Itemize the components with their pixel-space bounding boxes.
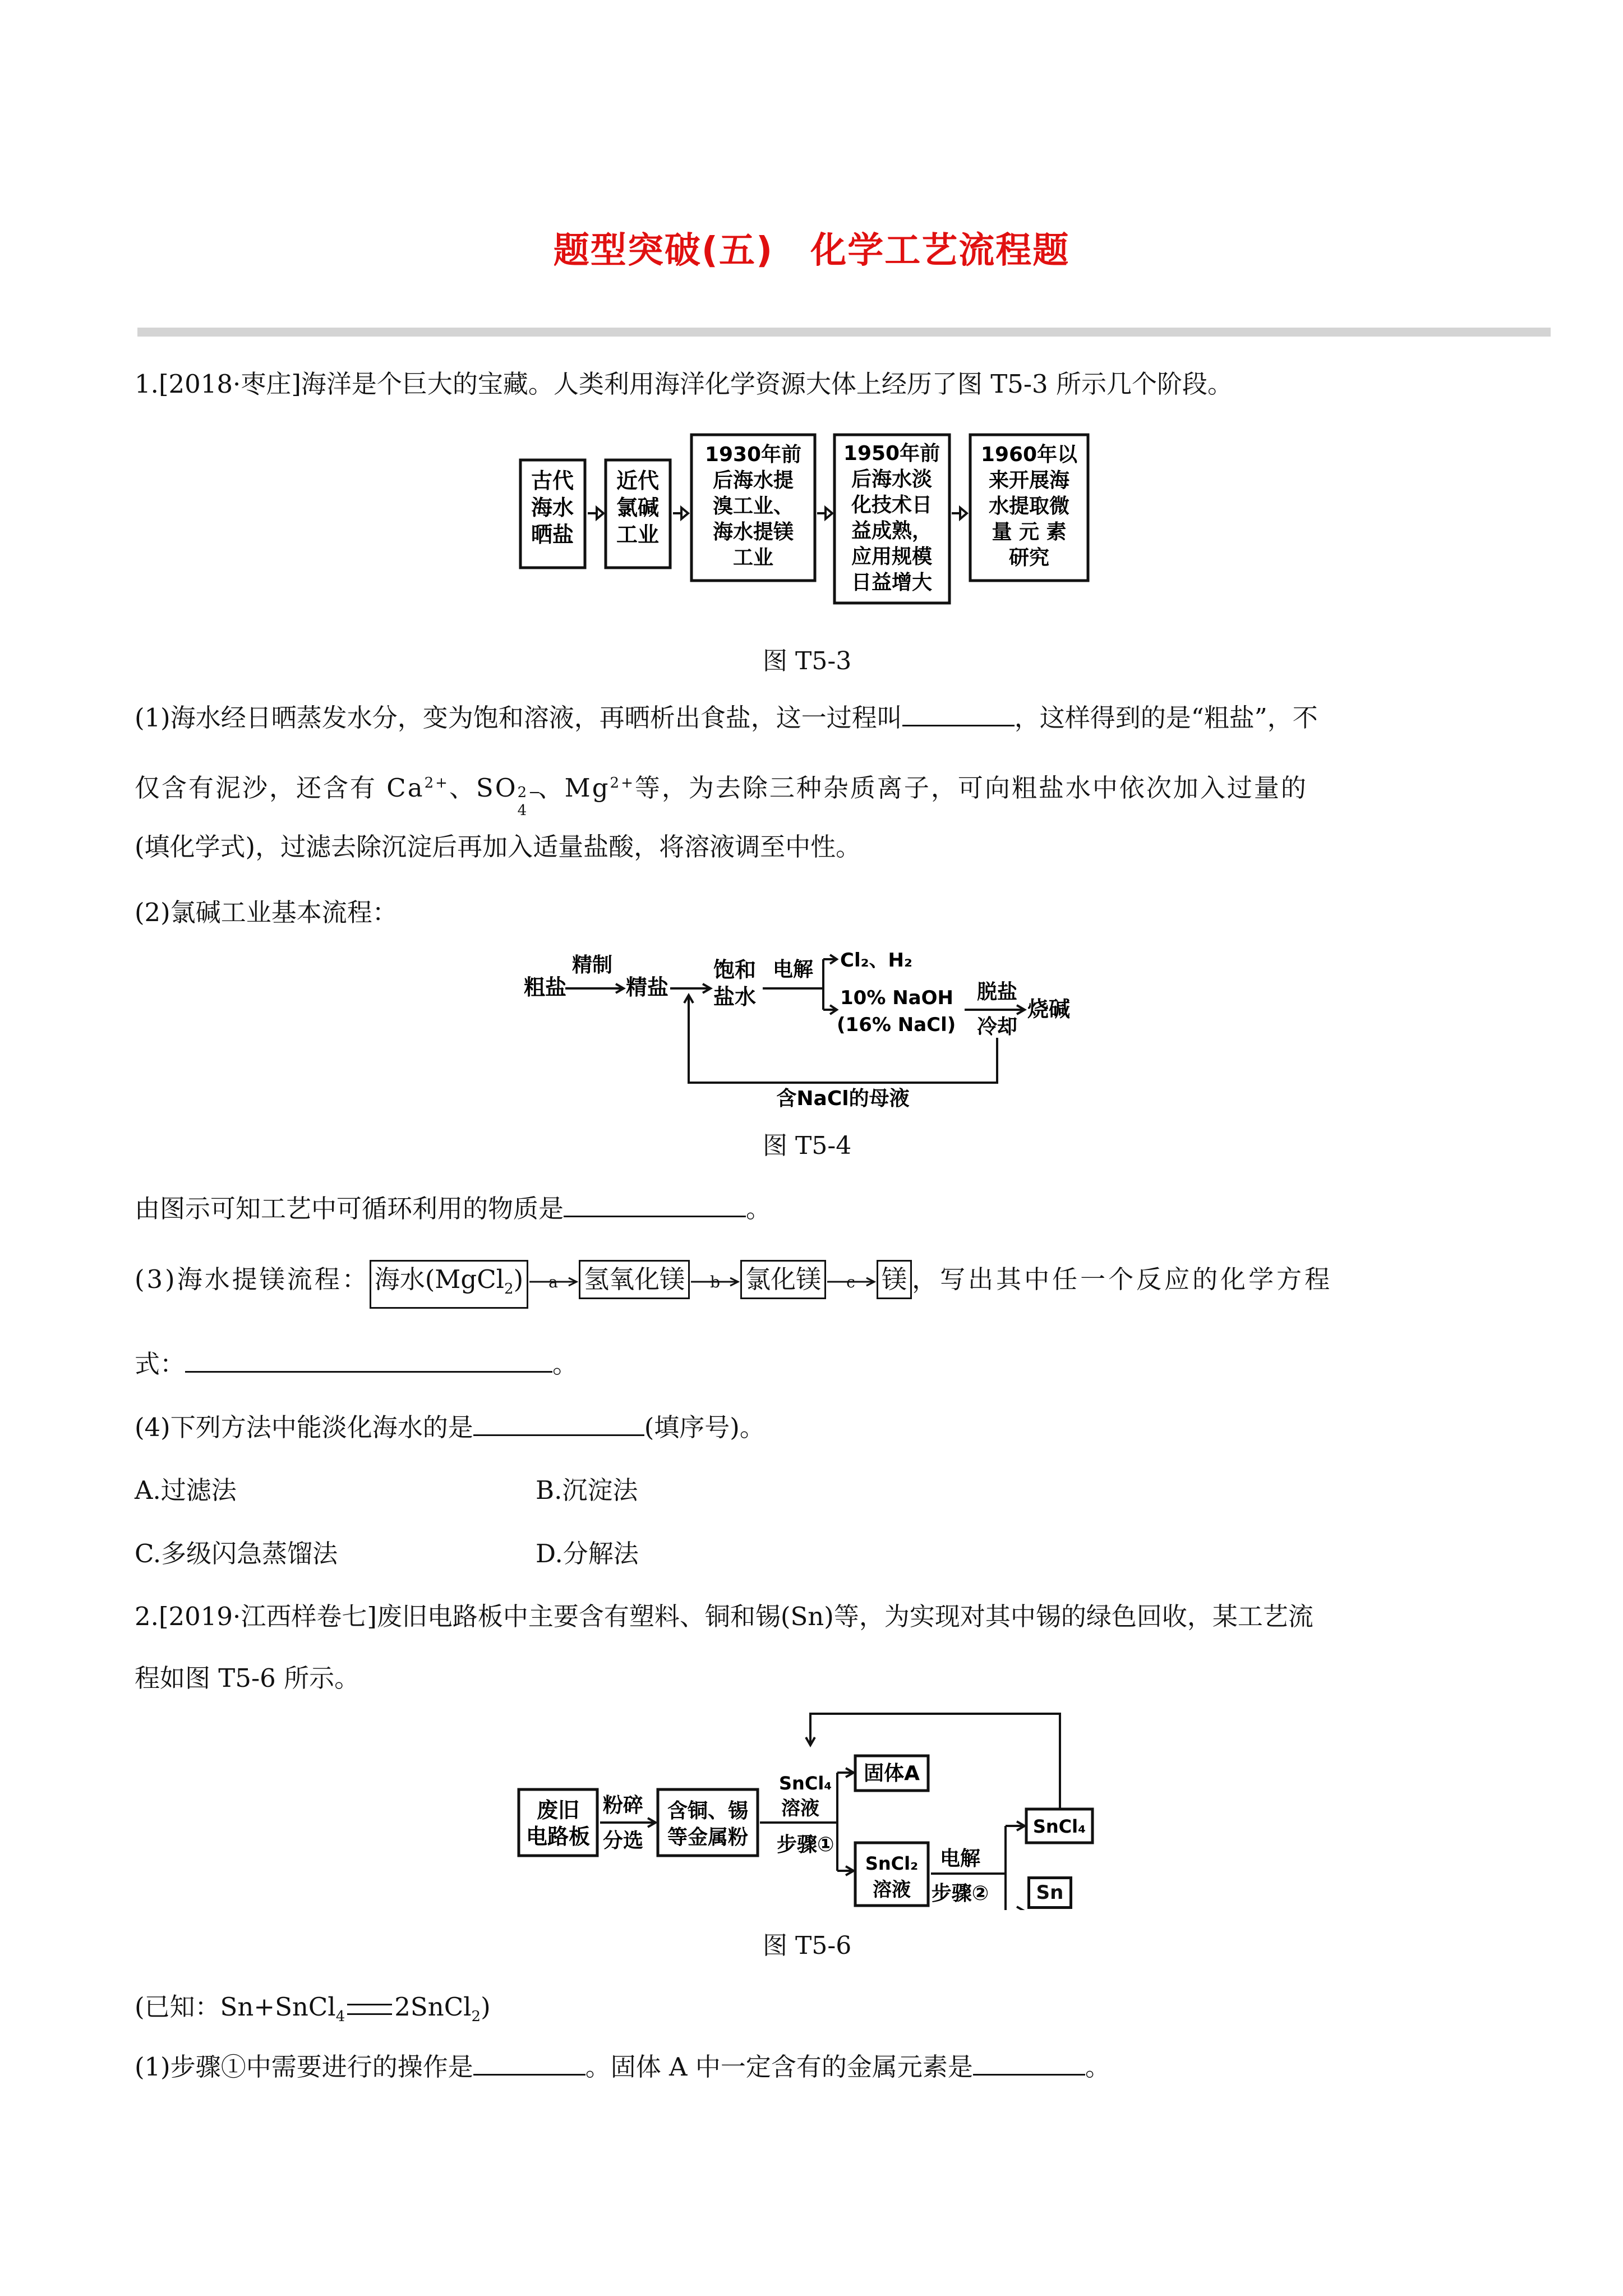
arrow-desalt: [965, 1005, 1025, 1014]
svg-text:1930年前: 1930年前: [704, 443, 802, 466]
flow-box-mgoh2: 氢氧化镁: [579, 1260, 690, 1299]
svg-text:1950年前: 1950年前: [843, 442, 940, 465]
nacl-content: (16% NaCl): [837, 1014, 956, 1036]
figure-t5-6: [513, 1703, 1108, 1910]
q1-part2-question: 由图示可知工艺中可循环利用的物质是 。: [135, 1194, 772, 1223]
svg-text:等金属粉: 等金属粉: [667, 1826, 749, 1849]
stage-box-2: [606, 460, 670, 568]
split-arrow-2: [1001, 1821, 1025, 1910]
refine-label: 精制: [572, 954, 613, 977]
svg-text:溶液: 溶液: [873, 1879, 911, 1901]
q2-known-equation: (已知：Sn+SnCl$_4$ 2SnCl$_2$): [135, 1992, 491, 2025]
svg-text:晒盐: 晒盐: [531, 522, 574, 547]
q1-stem: [135, 367, 1233, 401]
waste-board-box: [519, 1789, 597, 1856]
svg-text:固体A: 固体A: [864, 1762, 920, 1785]
saturated-brine-2: 盐水: [713, 984, 757, 1009]
arrow-3: [817, 508, 832, 519]
figure-t5-6-caption: 图 T5-6: [763, 1931, 852, 1960]
q2-part1: (1)步骤①中需要进行的操作是 。固体 A 中一定含有的金属元素是 。: [135, 2052, 1110, 2082]
svg-text:近代: 近代: [616, 468, 660, 493]
sncl4-solution-2: 溶液: [781, 1797, 819, 1820]
cool-label: 冷却: [977, 1015, 1018, 1038]
sn-product-box: Sn: [1027, 1876, 1072, 1909]
solid-a-box: [855, 1756, 928, 1791]
q1-stem-text: 海洋是个巨大的宝藏。人类利用海洋化学资源大体上经历了图 T5-3 所示几个阶段。: [301, 369, 1233, 399]
answer-blank[interactable]: [902, 702, 1015, 726]
crush-label: 粉碎: [603, 1794, 644, 1817]
sncl4-box: [1026, 1809, 1092, 1843]
q1-part3-line2: 式： 。: [135, 1349, 578, 1379]
svg-text:化技术日: 化技术日: [851, 494, 933, 517]
refined-salt: 精盐: [626, 975, 669, 1000]
caustic-soda: 烧碱: [1027, 997, 1071, 1022]
q1-part3-line1: (3)海水提镁流程： 海水(MgCl$_2$) a 氢氧化镁 b 氯化镁 c 镁 ，写出其中任一个反应的化学方程: [135, 1254, 1332, 1309]
arrow-crush: [600, 1818, 656, 1827]
sncl4-solution-1: SnCl₄: [779, 1773, 832, 1794]
answer-blank[interactable]: [564, 1193, 746, 1217]
equals-sign: [347, 2004, 392, 2015]
figure-t5-3: [505, 426, 1122, 611]
sort-label: 分选: [603, 1829, 644, 1852]
q1-part1-line2: 仅含有泥沙，还含有 $Ca^{2+}$、SO 2− 4 、$Mg^{2+}$等，为去除三种杂质离子，可向粗盐水中依次加入过量的: [135, 773, 1308, 819]
option-d: D.分解法: [536, 1539, 639, 1568]
svg-text:废旧: 废旧: [536, 1798, 580, 1823]
stage-box-5: [970, 435, 1088, 581]
option-b: B.沉淀法: [536, 1475, 638, 1505]
svg-text:海水: 海水: [531, 495, 574, 520]
figure-t5-4: [516, 942, 1122, 1111]
stage-box-3: [691, 435, 815, 581]
stage-box-4: [834, 435, 949, 603]
flow-box-seawater: 海水(MgCl$_2$): [370, 1260, 528, 1309]
answer-blank[interactable]: [473, 2051, 585, 2076]
title-divider: [137, 328, 1551, 337]
q1-part2-label: (2)氯碱工业基本流程：: [135, 898, 398, 927]
split-arrow: [819, 955, 837, 1014]
svg-text:SnCl₄: SnCl₄: [1032, 1816, 1086, 1837]
svg-text:SnCl₂: SnCl₂: [865, 1853, 919, 1874]
q1-source: [2018·枣庄]: [158, 369, 301, 399]
electrolysis-label: 电解: [773, 958, 814, 981]
svg-text:应用规模: 应用规模: [851, 545, 933, 568]
svg-text:益成熟，: 益成熟，: [851, 519, 933, 542]
gases: Cl₂、H₂: [840, 949, 912, 972]
svg-text:后海水提: 后海水提: [712, 469, 794, 492]
answer-blank[interactable]: [185, 1349, 552, 1373]
crude-salt: 粗盐: [524, 975, 567, 1000]
split-arrow: [833, 1768, 854, 1875]
q2-stem-line1: 2.[2019·江西样卷七]废旧电路板中主要含有塑料、铜和锡(Sn)等，为实现对其中锡的绿色回收，某工艺流: [135, 1602, 1313, 1631]
answer-blank[interactable]: [973, 2051, 1085, 2076]
svg-text:1960年以: 1960年以: [980, 443, 1078, 466]
arrow-2: [673, 508, 688, 519]
option-c: C.多级闪急蒸馏法: [135, 1539, 338, 1568]
q1-number: 1.: [135, 369, 159, 399]
arrow-4: [952, 508, 967, 519]
figure-t5-3-caption: 图 T5-3: [763, 647, 852, 675]
answer-blank[interactable]: [473, 1412, 644, 1436]
q1-part1-line1: (1)海水经日晒蒸发水分，变为饱和溶液，再晒析出食盐，这一过程叫 ，这样得到的是“粗盐”，不: [135, 703, 1318, 733]
q2-stem-line2: 程如图 T5-6 所示。: [135, 1663, 360, 1693]
flow-arrow-c: c: [826, 1265, 877, 1299]
svg-text:日益增大: 日益增大: [851, 571, 933, 594]
svg-text:水提取微: 水提取微: [988, 495, 1070, 518]
svg-text:来开展海: 来开展海: [988, 469, 1070, 492]
arrow-refine: [565, 984, 624, 993]
svg-text:后海水淡: 后海水淡: [851, 468, 933, 491]
q1-part4: (4)下列方法中能淡化海水的是 (填序号)。: [135, 1412, 765, 1442]
svg-text:氯碱: 氯碱: [616, 495, 660, 520]
electrolysis-label: 电解: [939, 1847, 981, 1870]
naoh-solution: 10% NaOH: [840, 987, 953, 1009]
flow-box-mgcl2: 氯化镁: [740, 1260, 826, 1299]
flow-box-mg: 镁: [877, 1260, 912, 1299]
svg-text:工业: 工业: [732, 546, 774, 569]
svg-text:电路板: 电路板: [525, 1824, 591, 1849]
page-title: 题型突破(五) 化学工艺流程题: [553, 230, 1070, 272]
step2-label: 步骤②: [931, 1882, 989, 1905]
svg-text:海水提镁: 海水提镁: [712, 521, 794, 544]
flow-arrow-b: b: [690, 1265, 740, 1299]
stage-box-1: [520, 460, 585, 568]
sncl2-solution-box: [855, 1843, 928, 1906]
recycle-loop: [806, 1714, 1060, 1809]
svg-text:含铜、锡: 含铜、锡: [667, 1800, 749, 1823]
figure-t5-4-caption: 图 T5-4: [763, 1131, 852, 1160]
svg-text:工业: 工业: [616, 522, 660, 547]
svg-text:量 元 素: 量 元 素: [992, 521, 1067, 544]
svg-text:溴工业、: 溴工业、: [712, 495, 794, 518]
step1-label: 步骤①: [777, 1833, 834, 1856]
metal-powder-box: [658, 1789, 758, 1856]
option-a: A.过滤法: [135, 1475, 237, 1505]
arrow-1: [588, 508, 603, 519]
arrow-to-brine: [670, 984, 711, 993]
svg-text:研究: 研究: [1008, 546, 1050, 569]
svg-text:古代: 古代: [531, 468, 574, 493]
flow-arrow-a: a: [528, 1265, 579, 1299]
saturated-brine-1: 饱和: [713, 958, 757, 982]
q1-part1-line3: (填化学式)，过滤去除沉淀后再加入适量盐酸，将溶液调至中性。: [135, 832, 861, 862]
mother-liquor: 含NaCl的母液: [776, 1087, 910, 1110]
desalt-label: 脱盐: [977, 981, 1018, 1004]
